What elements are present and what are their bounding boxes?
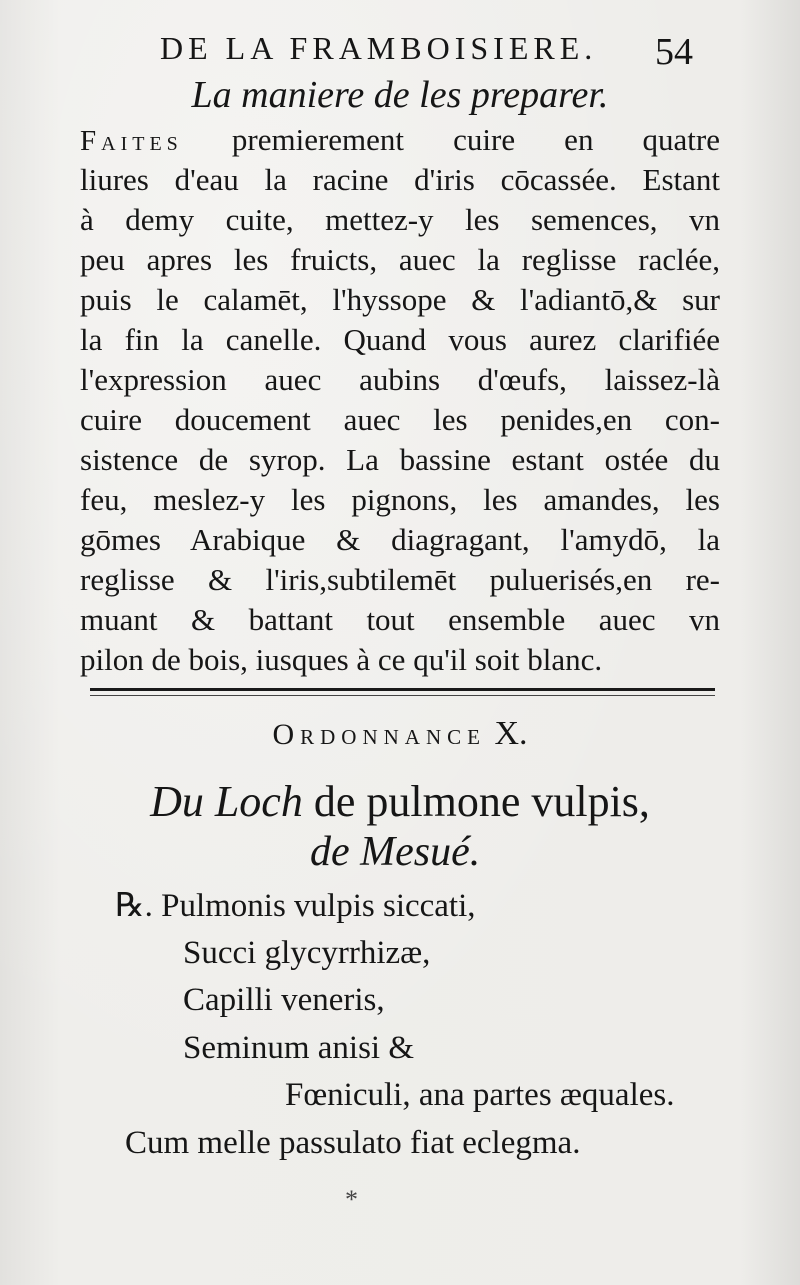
section-divider: [90, 688, 715, 691]
section-subtitle: La maniere de les preparer.: [191, 74, 609, 116]
paragraph-line: Faites premierement cuire en quatre: [80, 122, 720, 157]
paragraph-line: feu, meslez-y les pignons, les amandes, les: [80, 482, 720, 517]
paragraph-line: puis le calamēt, l'hyssope & l'adiantō,& sur: [80, 282, 720, 317]
paragraph-line: à demy cuite, mettez-y les semences, vn: [80, 202, 720, 237]
recipe-symbol: ℞.: [115, 888, 153, 924]
recipe-line: Fœniculi, ana partes æquales.: [285, 1077, 675, 1113]
section-divider-thin: [90, 695, 715, 696]
recipe-line: Seminum anisi &: [183, 1030, 414, 1066]
paragraph-line: muant & battant tout ensemble auec vn: [80, 602, 720, 637]
running-head: DE LA FRAMBOISIERE.: [160, 30, 598, 66]
paragraph-line: gōmes Arabique & diagragant, l'amydō, la: [80, 522, 720, 557]
paragraph-line: peu apres les fruicts, auec la reglisse raclée,: [80, 242, 720, 277]
paragraph-line: reglisse & l'iris,subtilemēt puluerisés,en re-: [80, 562, 720, 597]
recipe-line: ℞. Pulmonis vulpis siccati,: [115, 888, 476, 924]
recipe-line: Capilli veneris,: [183, 982, 385, 1018]
recipe-title-rest: de pulmone vulpis,: [302, 777, 650, 826]
paragraph-line: pilon de bois, iusques à ce qu'il soit blanc.: [80, 642, 603, 677]
lead-word: Faites: [80, 125, 183, 157]
ordonnance-heading: [0, 715, 800, 753]
paragraph-line: l'expression auec aubins d'œufs, laissez-là: [80, 362, 720, 397]
paragraph-line: la fin la canelle. Quand vous aurez clarifiée: [80, 322, 720, 357]
recipe-title: [0, 776, 800, 827]
recipe-line: Succi glycyrrhizæ,: [183, 935, 431, 971]
ordonnance-number: X.: [494, 715, 528, 752]
recipe-author: de Mesué.: [310, 829, 481, 875]
recipe-line: Cum melle passulato fiat eclegma.: [125, 1125, 581, 1161]
signature-mark: *: [345, 1185, 358, 1214]
page-number: 54: [655, 31, 693, 73]
paragraph-line: cuire doucement auec les penides,en con-: [80, 402, 720, 437]
ordonnance-label: Ordonnance: [272, 718, 486, 751]
paragraph-line: liures d'eau la racine d'iris cōcassée. Estant: [80, 162, 720, 197]
recipe-title-italic: Du Loch: [150, 777, 303, 826]
paragraph-line: sistence de syrop. La bassine estant ostée du: [80, 442, 720, 477]
